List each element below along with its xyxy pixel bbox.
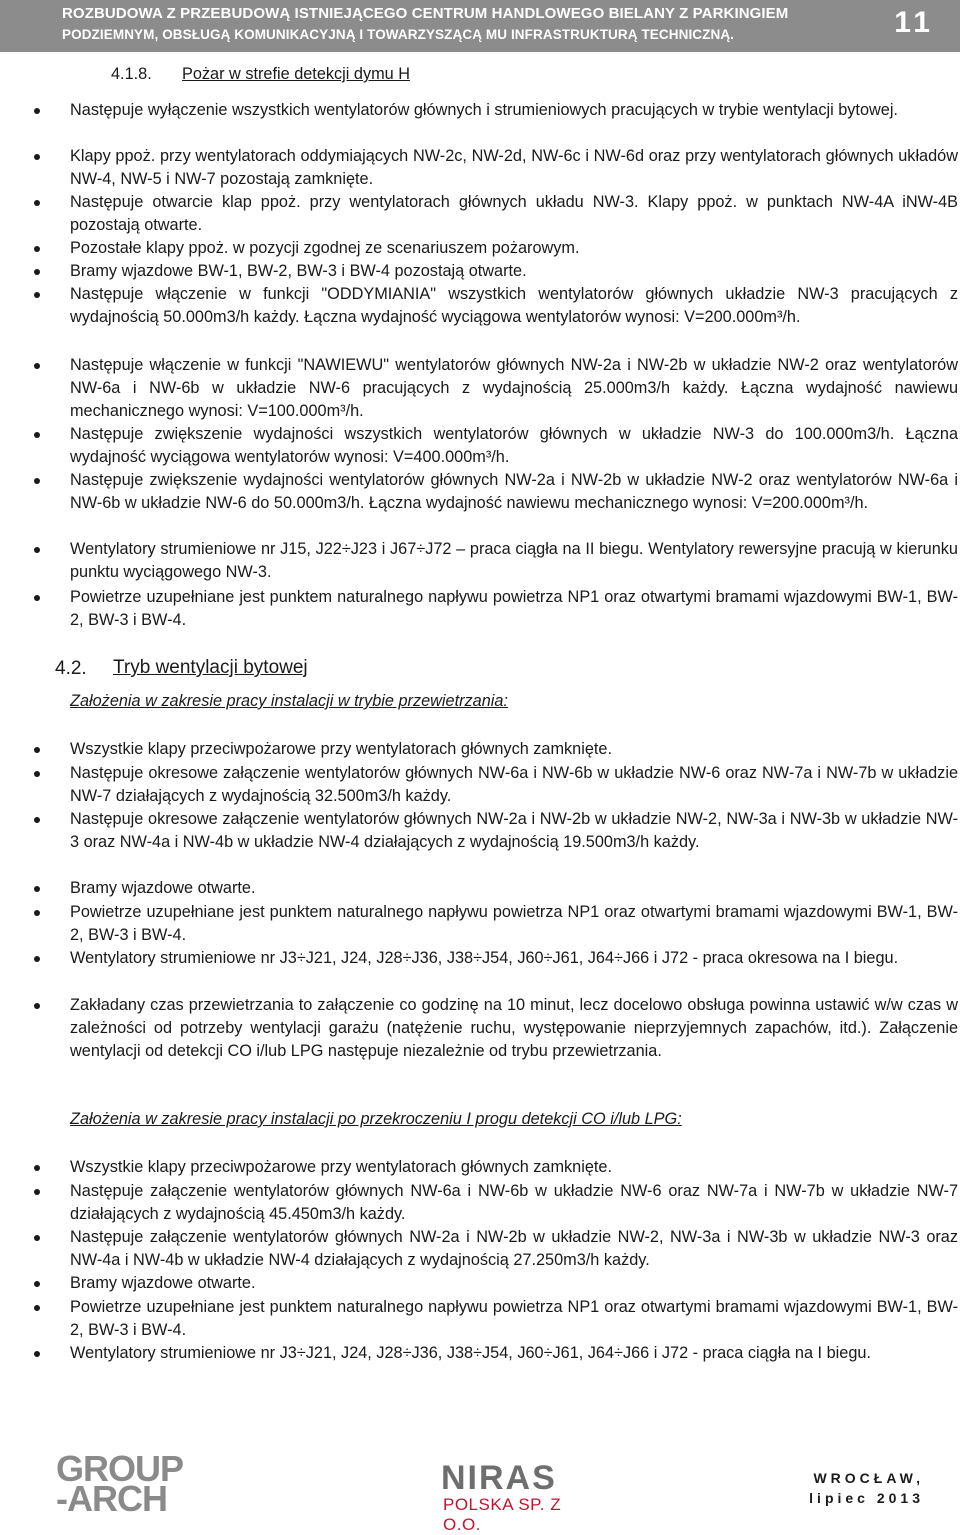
list-item: Klapy ppoż. przy wentylatorach oddymiających NW-2c, NW-2d, NW-6c i NW-6d oraz przy wentylatorach głównych układów NW-4, NW-5 i NW-7 pozostają zamknięte.: [70, 145, 958, 191]
bullet-icon: [34, 108, 40, 114]
list-item: Następuje zwiększenie wydajności wszystkich wentylatorów głównych w układzie NW-3 do 100.000m3/h. Łączna wydajność wyciągowa wentylatorów wynosi: V=400.000m³/h.: [70, 423, 958, 469]
bullet-icon: [34, 363, 40, 369]
subsection-heading: Założenia w zakresie pracy instalacji w trybie przewietrzania:: [70, 692, 508, 710]
list-item: Wszystkie klapy przeciwpożarowe przy wentylatorach głównych zamknięte.: [70, 1156, 958, 1179]
bullet-icon: [34, 956, 40, 962]
list-item: Następuje okresowe załączenie wentylatorów głównych NW-6a i NW-6b w układzie NW-6 oraz NW-7a i NW-7b w układzie NW-7 działających z wydajnością 32.500m3/h każdy.: [70, 762, 958, 808]
bullet-icon: [34, 154, 40, 160]
bullet-icon: [34, 1281, 40, 1287]
bullet-icon: [34, 771, 40, 777]
bullet-icon: [34, 1189, 40, 1195]
header-title-line1: ROZBUDOWA Z PRZEBUDOWĄ ISTNIEJĄCEGO CENTRUM HANDLOWEGO BIELANY Z PARKINGIEM: [62, 5, 789, 22]
list-item: Powietrze uzupełniane jest punktem naturalnego napływu powietrza NP1 oraz otwartymi bramami wjazdowymi BW-1, BW-2, BW-3 i BW-4.: [70, 586, 958, 632]
section-title: Tryb wentylacji bytowej: [113, 657, 308, 678]
bullet-icon: [34, 910, 40, 916]
list-item: Następuje załączenie wentylatorów głównych NW-2a i NW-2b w układzie NW-2, NW-3a i NW-3b w układzie NW-3 oraz NW-4a i NW-4b w układzie NW-4 działających z wydajnością 27.250m3/h każdy.: [70, 1226, 958, 1272]
bullet-icon: [34, 595, 40, 601]
bullet-icon: [34, 886, 40, 892]
bullet-icon: [34, 269, 40, 275]
bullet-icon: [34, 200, 40, 206]
footer-city: WROCŁAW,: [813, 1470, 924, 1486]
section-number: 4.2.: [55, 658, 87, 679]
document-header: [0, 0, 960, 52]
list-item: Następuje włączenie w funkcji "NAWIEWU" wentylatorów głównych NW-2a i NW-2b w układzie NW-2 oraz wentylatorów NW-6a i NW-6b w układzie NW-6 pracujących z wydajnością 25.000m3/h każdy. Łączna wydajność nawiewu mechanicznego wynosi: V=100.000m³/h.: [70, 354, 958, 423]
list-item: Bramy wjazdowe otwarte.: [70, 1272, 958, 1295]
bullet-icon: [34, 817, 40, 823]
niras-logo: [441, 1459, 591, 1534]
group-arch-logo: [56, 1448, 184, 1519]
list-item: Wentylatory strumieniowe nr J3÷J21, J24, J28÷J36, J38÷J54, J60÷J61, J64÷J66 i J72 - praca okresowa na I biegu.: [70, 947, 958, 970]
bullet-icon: [34, 478, 40, 484]
bullet-icon: [34, 1305, 40, 1311]
list-item: Bramy wjazdowe otwarte.: [70, 877, 958, 900]
bullet-icon: [34, 547, 40, 553]
list-item: Pozostałe klapy ppoż. w pozycji zgodnej ze scenariuszem pożarowym.: [70, 237, 958, 260]
list-item: Powietrze uzupełniane jest punktem naturalnego napływu powietrza NP1 oraz otwartymi bramami wjazdowymi BW-1, BW-2, BW-3 i BW-4.: [70, 1296, 958, 1342]
header-title-line2: PODZIEMNYM, OBSŁUGĄ KOMUNIKACYJNĄ I TOWARZYSZĄCĄ MU INFRASTRUKTURĄ TECHNICZNĄ.: [62, 27, 735, 42]
bullet-icon: [34, 292, 40, 298]
list-item: Wentylatory strumieniowe nr J3÷J21, J24, J28÷J36, J38÷J54, J60÷J61, J64÷J66 i J72 - praca ciągła na I biegu.: [70, 1342, 958, 1365]
page-number: 11: [894, 6, 934, 39]
list-item: Następuje wyłączenie wszystkich wentylatorów głównych i strumieniowych pracujących w trybie wentylacji bytowej.: [70, 99, 958, 122]
bullet-icon: [34, 1351, 40, 1357]
list-item: Bramy wjazdowe BW-1, BW-2, BW-3 i BW-4 pozostają otwarte.: [70, 260, 958, 283]
bullet-icon: [34, 747, 40, 753]
bullet-icon: [34, 432, 40, 438]
list-item: Następuje otwarcie klap ppoż. przy wentylatorach głównych układu NW-3. Klapy ppoż. w punktach NW-4A iNW-4B pozostają otwarte.: [70, 191, 958, 237]
bullet-icon: [34, 1235, 40, 1241]
logo-text-line2: -ARCH: [56, 1478, 167, 1519]
logo-text-line1: GROUP: [56, 1448, 184, 1489]
bullet-icon: [34, 246, 40, 252]
niras-logo-subtitle: POLSKA SP. Z O.O.: [443, 1495, 562, 1534]
list-item: Następuje załączenie wentylatorów głównych NW-6a i NW-6b w układzie NW-6 oraz NW-7a i NW-7b w układzie NW-7 działających z wydajnością 45.450m3/h każdy.: [70, 1180, 958, 1226]
section-title: Pożar w strefie detekcji dymu H: [182, 65, 411, 83]
list-item: Wszystkie klapy przeciwpożarowe przy wentylatorach głównych zamknięte.: [70, 738, 958, 761]
list-item: Następuje włączenie w funkcji "ODDYMIANIA" wszystkich wentylatorów głównych układzie NW-3 pracujących z wydajnością 50.000m3/h każdy. Łączna wydajność wyciągowa wentylatorów wynosi: V=200.000m³/h.: [70, 283, 958, 329]
list-item: Powietrze uzupełniane jest punktem naturalnego napływu powietrza NP1 oraz otwartymi bramami wjazdowymi BW-1, BW-2, BW-3 i BW-4.: [70, 901, 958, 947]
list-item: Wentylatory strumieniowe nr J15, J22÷J23 i J67÷J72 – praca ciągła na II biegu. Wentylatory rewersyjne pracują w kierunku punktu wyciągowego NW-3.: [70, 538, 958, 584]
bullet-icon: [34, 1003, 40, 1009]
list-item: Następuje zwiększenie wydajności wentylatorów głównych NW-2a i NW-2b w układzie NW-2 oraz wentylatorów NW-6a i NW-6b w układzie NW-6 do 50.000m3/h. Łączna wydajność nawiewu mechanicznego wynosi: V=200.000m³/h.: [70, 469, 958, 515]
section-number: 4.1.8.: [111, 65, 152, 83]
footer-place-date: [809, 1468, 924, 1508]
footer-date: lipiec 2013: [809, 1490, 924, 1506]
niras-logo-name: NIRAS: [441, 1459, 557, 1497]
list-item: Zakładany czas przewietrzania to załączenie co godzinę na 10 minut, lecz docelowo obsługa powinna ustawić w/w czas w zależności od potrzeby wentylacji garażu (natężenie ruchu, występowanie nieprzyjemnych zapachów, itd.). Załączenie wentylacji od detekcji CO i/lub LPG następuje niezależnie od trybu przewietrzania.: [70, 994, 958, 1063]
list-item: Następuje okresowe załączenie wentylatorów głównych NW-2a i NW-2b w układzie NW-2, NW-3a i NW-3b w układzie NW-3 oraz NW-4a i NW-4b w układzie NW-4 działających z wydajnością 19.500m3/h każdy.: [70, 808, 958, 854]
bullet-icon: [34, 1165, 40, 1171]
subsection-heading: Założenia w zakresie pracy instalacji po przekroczeniu I progu detekcji CO i/lub LPG:: [70, 1110, 682, 1128]
